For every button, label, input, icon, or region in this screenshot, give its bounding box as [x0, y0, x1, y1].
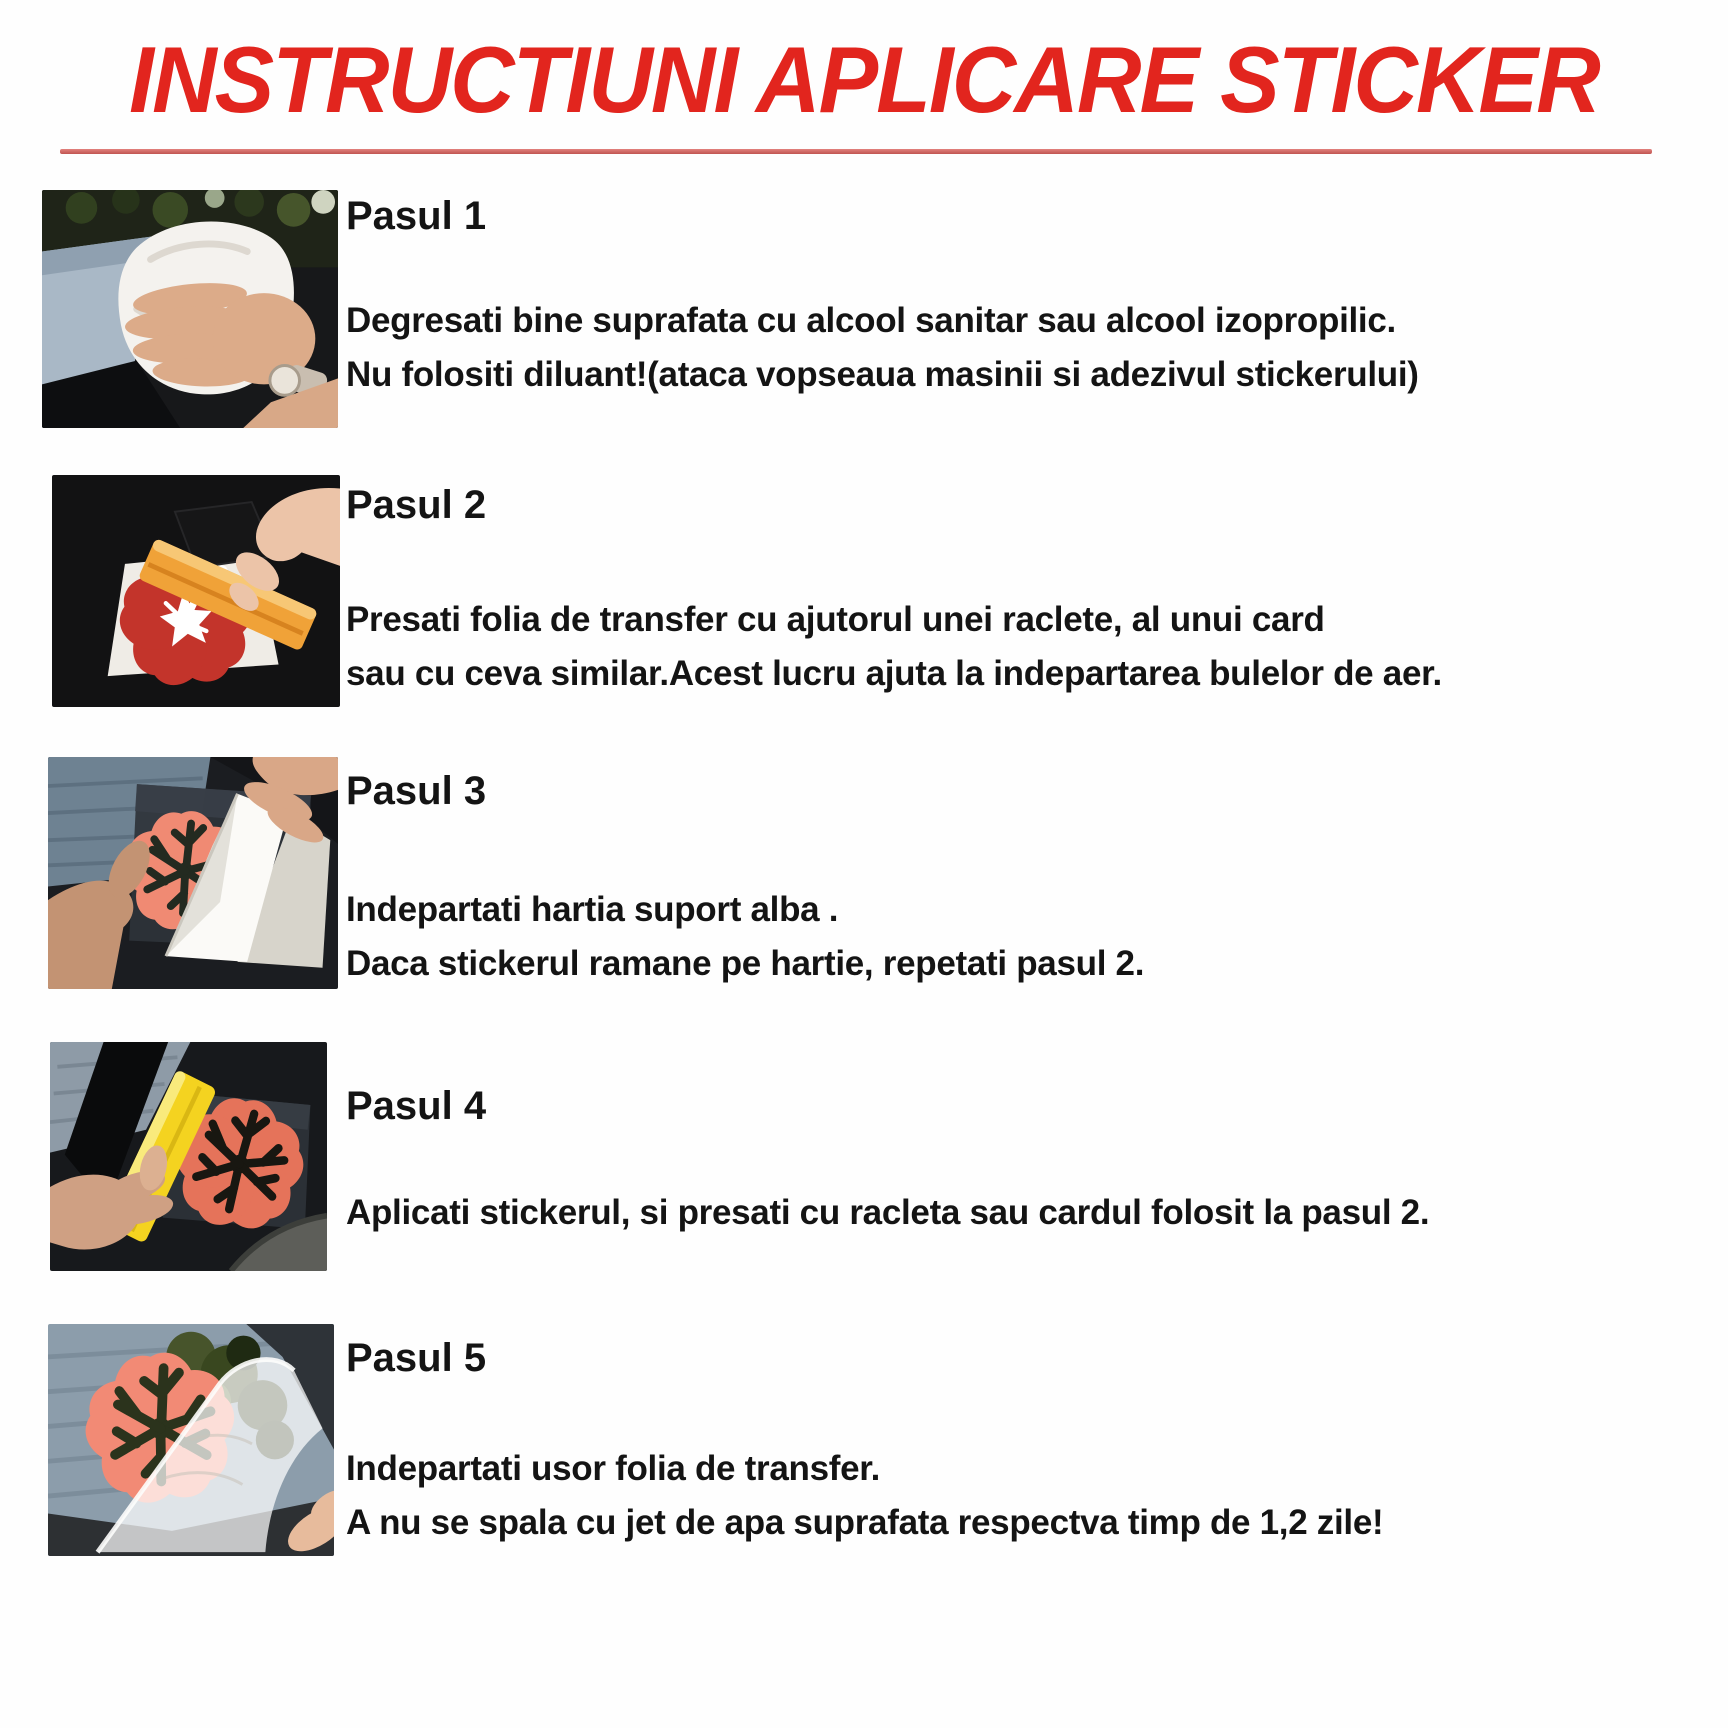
step-3-heading: Pasul 3: [346, 769, 487, 813]
step-2: [0, 465, 1728, 715]
step-4: [0, 1042, 1728, 1292]
step-5-line-1: Indepartati usor folia de transfer.: [346, 1449, 881, 1488]
step-1-heading: Pasul 1: [346, 194, 487, 238]
step-1-line-1: Degresati bine suprafata cu alcool sanitar sau alcool izopropilic.: [346, 301, 1396, 340]
step-1-line-2: Nu folositi diluant!(ataca vopseaua masinii si adezivul stickerului): [346, 355, 1419, 394]
page-title: INSTRUCTIUNI APLICARE STICKER: [129, 27, 1599, 132]
step-3: [0, 755, 1728, 1005]
step-5-line-2: A nu se spala cu jet de apa suprafata respectva timp de 1,2 zile!: [346, 1503, 1384, 1542]
step-1-photo-degrease-surface: [42, 190, 338, 428]
step-5: [0, 1322, 1728, 1572]
step-4-body: [346, 1186, 1429, 1240]
step-1: [0, 190, 1728, 440]
step-5-body: [346, 1442, 1383, 1550]
step-4-heading: Pasul 4: [346, 1084, 487, 1128]
step-2-body: [346, 593, 1442, 701]
step-4-photo-apply-sticker: [50, 1042, 327, 1271]
step-5-heading: Pasul 5: [346, 1336, 487, 1380]
title-underline: [60, 149, 1652, 154]
step-2-photo-squeegee-transfer-film: [52, 475, 340, 707]
step-3-body: [346, 883, 1144, 991]
step-2-heading: Pasul 2: [346, 483, 487, 527]
step-4-line-1: Aplicati stickerul, si presati cu racleta sau cardul folosit la pasul 2.: [346, 1193, 1430, 1232]
step-2-line-1: Presati folia de transfer cu ajutorul unei raclete, al unui card: [346, 600, 1325, 639]
step-1-body: [346, 294, 1419, 402]
watch-face: [270, 366, 300, 396]
step-2-line-2: sau cu ceva similar.Acest lucru ajuta la indepartarea bulelor de aer.: [346, 654, 1442, 693]
step-3-photo-peel-backing-paper: [48, 757, 338, 989]
step-3-line-1: Indepartati hartia suport alba .: [346, 890, 839, 929]
step-3-line-2: Daca stickerul ramane pe hartie, repetati pasul 2.: [346, 944, 1145, 983]
step-5-photo-remove-transfer-film: [48, 1324, 334, 1556]
